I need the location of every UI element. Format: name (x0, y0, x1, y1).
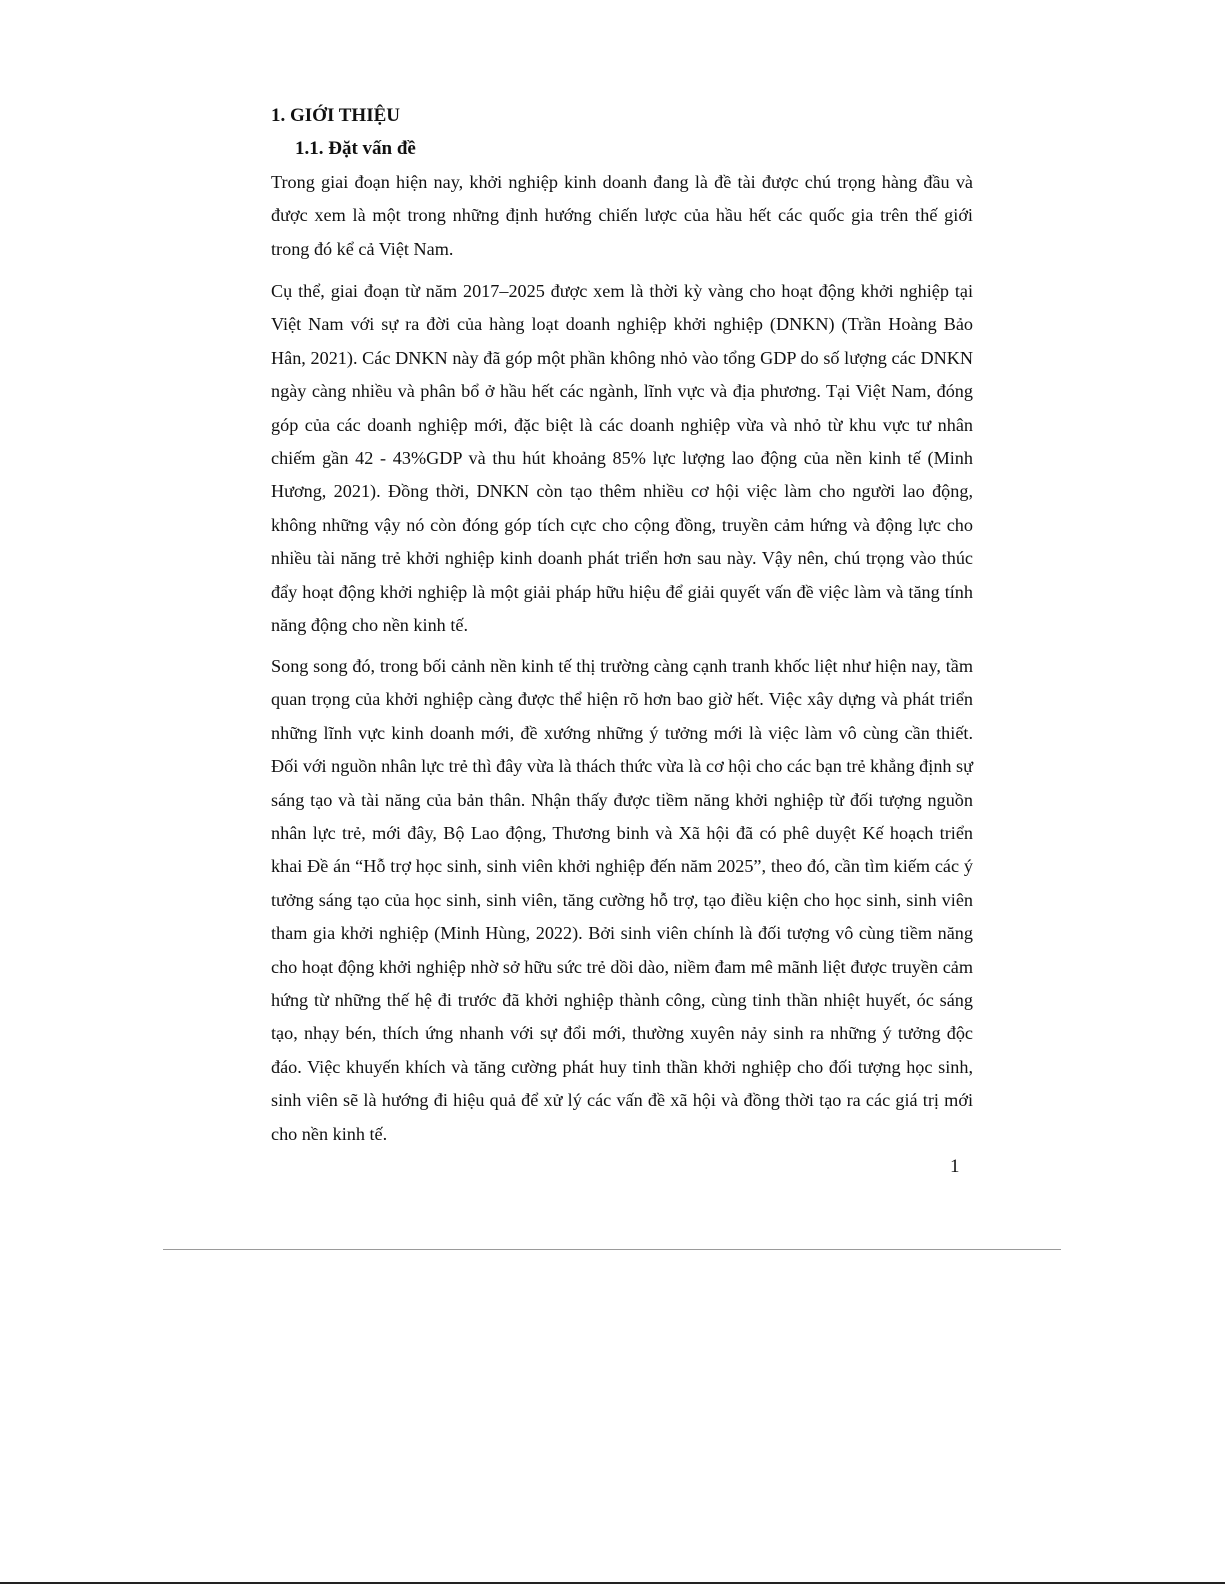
paragraph-context: Cụ thể, giai đoạn từ năm 2017–2025 được xem là thời kỳ vàng cho hoạt động khởi nghiệp tại Việt Nam với sự ra đời của hàng loạt doanh nghiệp khởi nghiệp (DNKN) (Trần Hoàng Bảo Hân, 2021). Các DNKN này đã góp một phần không nhỏ vào tổng GDP do số lượng các DNKN ngày càng nhiều và phân bổ ở hầu hết các ngành, lĩnh vực và địa phương. Tại Việt Nam, đóng góp của các doanh nghiệp mới, đặc biệt là các doanh nghiệp vừa và nhỏ từ khu vực tư nhân chiếm gần 42 - 43%GDP và thu hút khoảng 85% lực lượng lao động của nền kinh tế (Minh Hương, 2021). Đồng thời, DNKN còn tạo thêm nhiều cơ hội việc làm cho người lao động, không những vậy nó còn đóng góp tích cực cho cộng đồng, truyền cảm hứng và động lực cho nhiều tài năng trẻ khởi nghiệp kinh doanh phát triển hơn sau này. Vậy nên, chú trọng vào thúc đẩy hoạt động khởi nghiệp là một giải pháp hữu hiệu để giải quyết vấn đề việc làm và tăng tính năng động cho nền kinh tế. (271, 281, 973, 636)
paragraph-students: Song song đó, trong bối cảnh nền kinh tế thị trường càng cạnh tranh khốc liệt như hiện nay, tầm quan trọng của khởi nghiệp càng được thể hiện rõ hơn bao giờ hết. Việc xây dựng và phát triển những lĩnh vực kinh doanh mới, đề xướng những ý tưởng mới là việc làm vô cùng cần thiết. Đối với nguồn nhân lực trẻ thì đây vừa là thách thức vừa là cơ hội cho các bạn trẻ khẳng định sự sáng tạo và tài năng của bản thân. Nhận thấy được tiềm năng khởi nghiệp từ đối tượng nguồn nhân lực trẻ, mới đây, Bộ Lao động, Thương binh và Xã hội đã có phê duyệt Kế hoạch triển khai Đề án “Hỗ trợ học sinh, sinh viên khởi nghiệp đến năm 2025”, theo đó, cần tìm kiếm các ý tưởng sáng tạo của học sinh, sinh viên, tăng cường hỗ trợ, tạo điều kiện cho học sinh, sinh viên tham gia khởi nghiệp (Minh Hùng, 2022). Bởi sinh viên chính là đối tượng vô cùng tiềm năng cho hoạt động khởi nghiệp nhờ sở hữu sức trẻ dồi dào, niềm đam mê mãnh liệt được truyền cảm hứng từ những thế hệ đi trước đã khởi nghiệp thành công, cùng tinh thần nhiệt huyết, óc sáng tạo, nhạy bén, thích ứng nhanh với sự đổi mới, thường xuyên nảy sinh ra những ý tưởng độc đáo. Việc khuyến khích và tăng cường phát huy tinh thần khởi nghiệp cho đối tượng học sinh, sinh viên sẽ là hướng đi hiệu quả để xử lý các vấn đề xã hội và đồng thời tạo ra các giá trị mới cho nền kinh tế. (271, 656, 973, 1144)
page-break-line (163, 1249, 1061, 1250)
subsection-heading: 1.1. Đặt vấn đề (295, 138, 416, 159)
section-heading: 1. GIỚI THIỆU (271, 105, 400, 126)
page-number: 1 (950, 1156, 960, 1177)
bottom-border (0, 1582, 1225, 1584)
paragraph-intro: Trong giai đoạn hiện nay, khởi nghiệp kinh doanh đang là đề tài được chú trọng hàng đầu và được xem là một trong những định hướng chiến lược của hầu hết các quốc gia trên thế giới trong đó kể cả Việt Nam. (271, 172, 973, 259)
